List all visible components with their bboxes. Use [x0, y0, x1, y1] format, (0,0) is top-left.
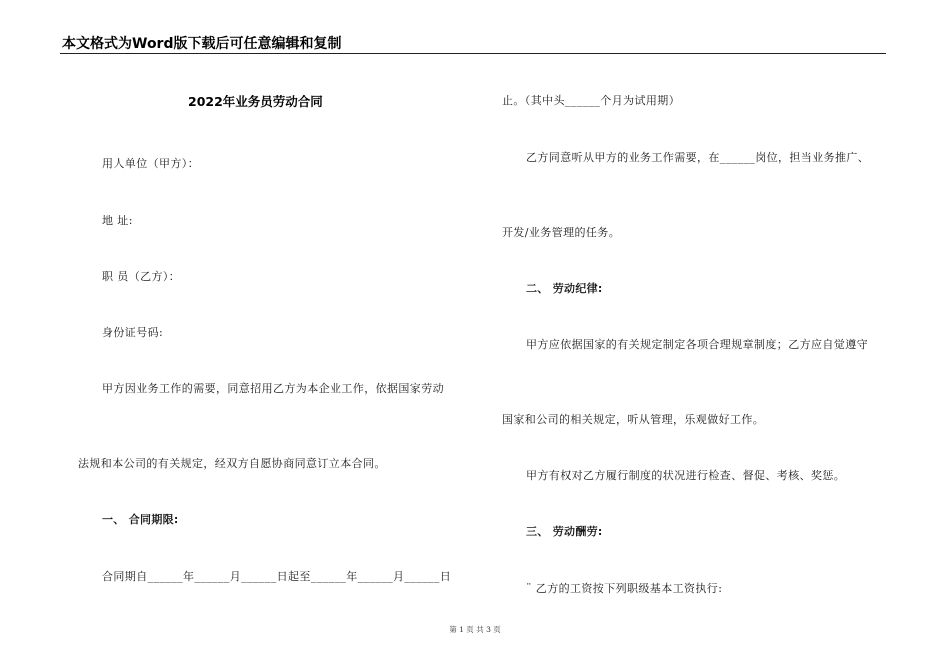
salary-line: ¨ 乙方的工资按下列职级基本工资执行:: [526, 582, 723, 595]
page-indicator: 第 1 页 共 3 页: [449, 625, 501, 634]
employer-label: 用人单位（甲方）：: [102, 157, 200, 170]
address-label: 地 址:: [102, 214, 133, 227]
intro-paragraph-line2: 法规和本公司的有关规定，经双方自愿协商同意订立本合同。: [78, 457, 386, 470]
inspection-paragraph: 甲方有权对乙方履行制度的状况进行检查、督促、考核、奖惩。: [526, 469, 846, 482]
term-end-line: 止。（其中头______个月为试用期）: [502, 94, 681, 107]
intro-paragraph-line1: 甲方因业务工作的需要，同意招用乙方为本企业工作，依据国家劳动: [102, 382, 444, 395]
discipline-paragraph-line2: 国家和公司的相关规定，听从管理，乐观做好工作。: [502, 413, 765, 426]
id-number-label: 身份证号码:: [102, 326, 164, 339]
discipline-paragraph-line1: 甲方应依据国家的有关规定制定各项合理规章制度；乙方应自觉遵守: [526, 338, 868, 351]
employee-label: 职 员（乙方）：: [102, 270, 181, 283]
header-divider: [60, 53, 886, 54]
document-header-notice: 本文格式为Word版下载后可任意编辑和复制: [62, 36, 342, 52]
duty-paragraph-line1: 乙方同意听从甲方的业务工作需要，在______岗位，担当业务推广、: [526, 151, 870, 164]
section-heading-contract-term: 一、 合同期限:: [102, 513, 179, 526]
section-heading-labor-discipline: 二、 劳动纪律:: [526, 282, 603, 295]
section-heading-labor-remuneration: 三、 劳动酬劳:: [526, 525, 603, 538]
contract-title: 2022年业务员劳动合同: [188, 94, 323, 109]
duty-paragraph-line2: 开发/业务管理的任务。: [502, 226, 621, 239]
contract-term-line: 合同期自______年______月______日起至______年______月______日: [102, 570, 452, 583]
